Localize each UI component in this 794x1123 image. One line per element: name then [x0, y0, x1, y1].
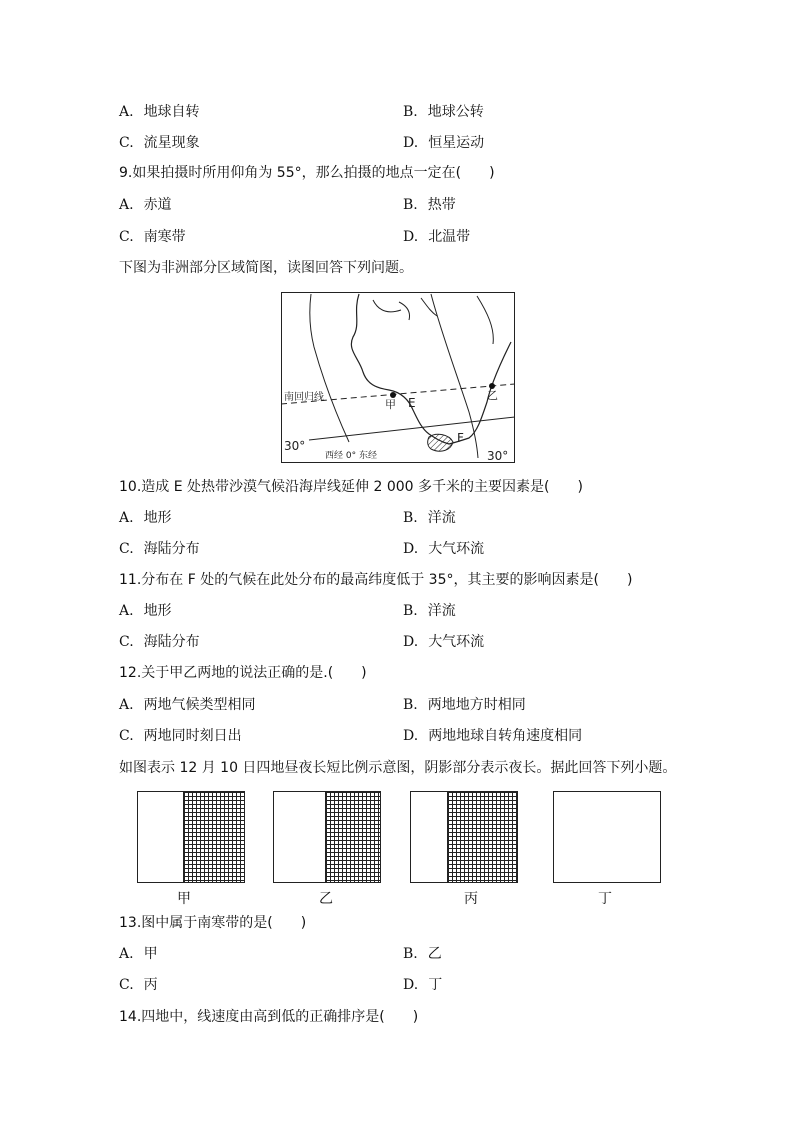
region-e-label: E	[408, 396, 416, 410]
q14-stem: 14.四地中，线速度由高到低的正确排序是( )	[119, 1009, 419, 1025]
lon30-label: 30°	[487, 449, 509, 463]
q13-option-b: B. 乙	[403, 946, 442, 962]
daynight-box-ding	[553, 791, 661, 883]
q11-option-c: C. 海陆分布	[119, 634, 200, 650]
daynight-box-yi	[273, 791, 381, 883]
q11-option-b: B. 洋流	[403, 603, 456, 619]
point-yi-label: 乙	[487, 389, 498, 402]
point-jia-label: 甲	[385, 398, 396, 411]
night-shade-bing	[447, 792, 517, 882]
q13-option-a: A. 甲	[119, 946, 158, 962]
q10-option-a: A. 地形	[119, 510, 172, 526]
box-label-bing: 丙	[464, 891, 478, 907]
q9-option-a: A. 赤道	[119, 197, 172, 213]
q10-option-c: C. 海陆分布	[119, 541, 200, 557]
q11-option-a: A. 地形	[119, 603, 172, 619]
lat30-left-label: 30°	[284, 439, 306, 453]
q12-option-b: B. 两地地方时相同	[403, 697, 526, 713]
q10-stem: 10.造成 E 处热带沙漠气候沿海岸线延伸 2 000 多千米的主要因素是( )	[119, 479, 583, 495]
map-intro: 下图为非洲部分区域简图，读图回答下列问题。	[119, 260, 413, 276]
q9-option-b: B. 热带	[403, 197, 456, 213]
q9-stem: 9.如果拍摄时所用仰角为 55°，那么拍摄的地点一定在( )	[119, 165, 495, 181]
box-label-yi: 乙	[319, 891, 333, 907]
q8-option-b: B. 地球公转	[403, 104, 484, 120]
box-label-jia: 甲	[177, 891, 191, 907]
q9-option-d: D. 北温带	[403, 229, 471, 245]
daynight-box-bing	[410, 791, 518, 883]
q11-option-d: D. 大气环流	[403, 634, 485, 650]
q13-option-c: C. 丙	[119, 977, 158, 993]
q12-option-a: A. 两地气候类型相同	[119, 697, 256, 713]
q8-option-c: C. 流星现象	[119, 135, 200, 151]
q12-stem: 12.关于甲乙两地的说法正确的是.( )	[119, 665, 367, 681]
q10-option-d: D. 大气环流	[403, 541, 485, 557]
box-label-ding: 丁	[598, 891, 612, 907]
q9-option-c: C. 南寒带	[119, 229, 186, 245]
daynight-box-jia	[137, 791, 245, 883]
q12-option-d: D. 两地地球自转角速度相同	[403, 728, 583, 744]
q8-option-d: D. 恒星运动	[403, 135, 485, 151]
q13-option-d: D. 丁	[403, 977, 443, 993]
longitude-label: 西经 0° 东经	[325, 451, 377, 461]
q10-option-b: B. 洋流	[403, 510, 456, 526]
night-shade-jia	[183, 792, 244, 882]
q12-option-c: C. 两地同时刻日出	[119, 728, 242, 744]
africa-map	[281, 292, 515, 463]
region-f-label: F	[457, 431, 464, 445]
q11-stem: 11.分布在 F 处的气候在此处分布的最高纬度低于 35°，其主要的影响因素是( )	[119, 572, 633, 588]
q13-stem: 13.图中属于南寒带的是( )	[119, 915, 307, 931]
night-shade-yi	[325, 792, 380, 882]
map-frame	[282, 293, 515, 463]
q8-option-a: A. 地球自转	[119, 104, 200, 120]
tropic-label: 南回归线	[284, 392, 324, 403]
night-intro: 如图表示 12 月 10 日四地昼夜长短比例示意图，阴影部分表示夜长。据此回答下列小题。	[119, 760, 677, 776]
